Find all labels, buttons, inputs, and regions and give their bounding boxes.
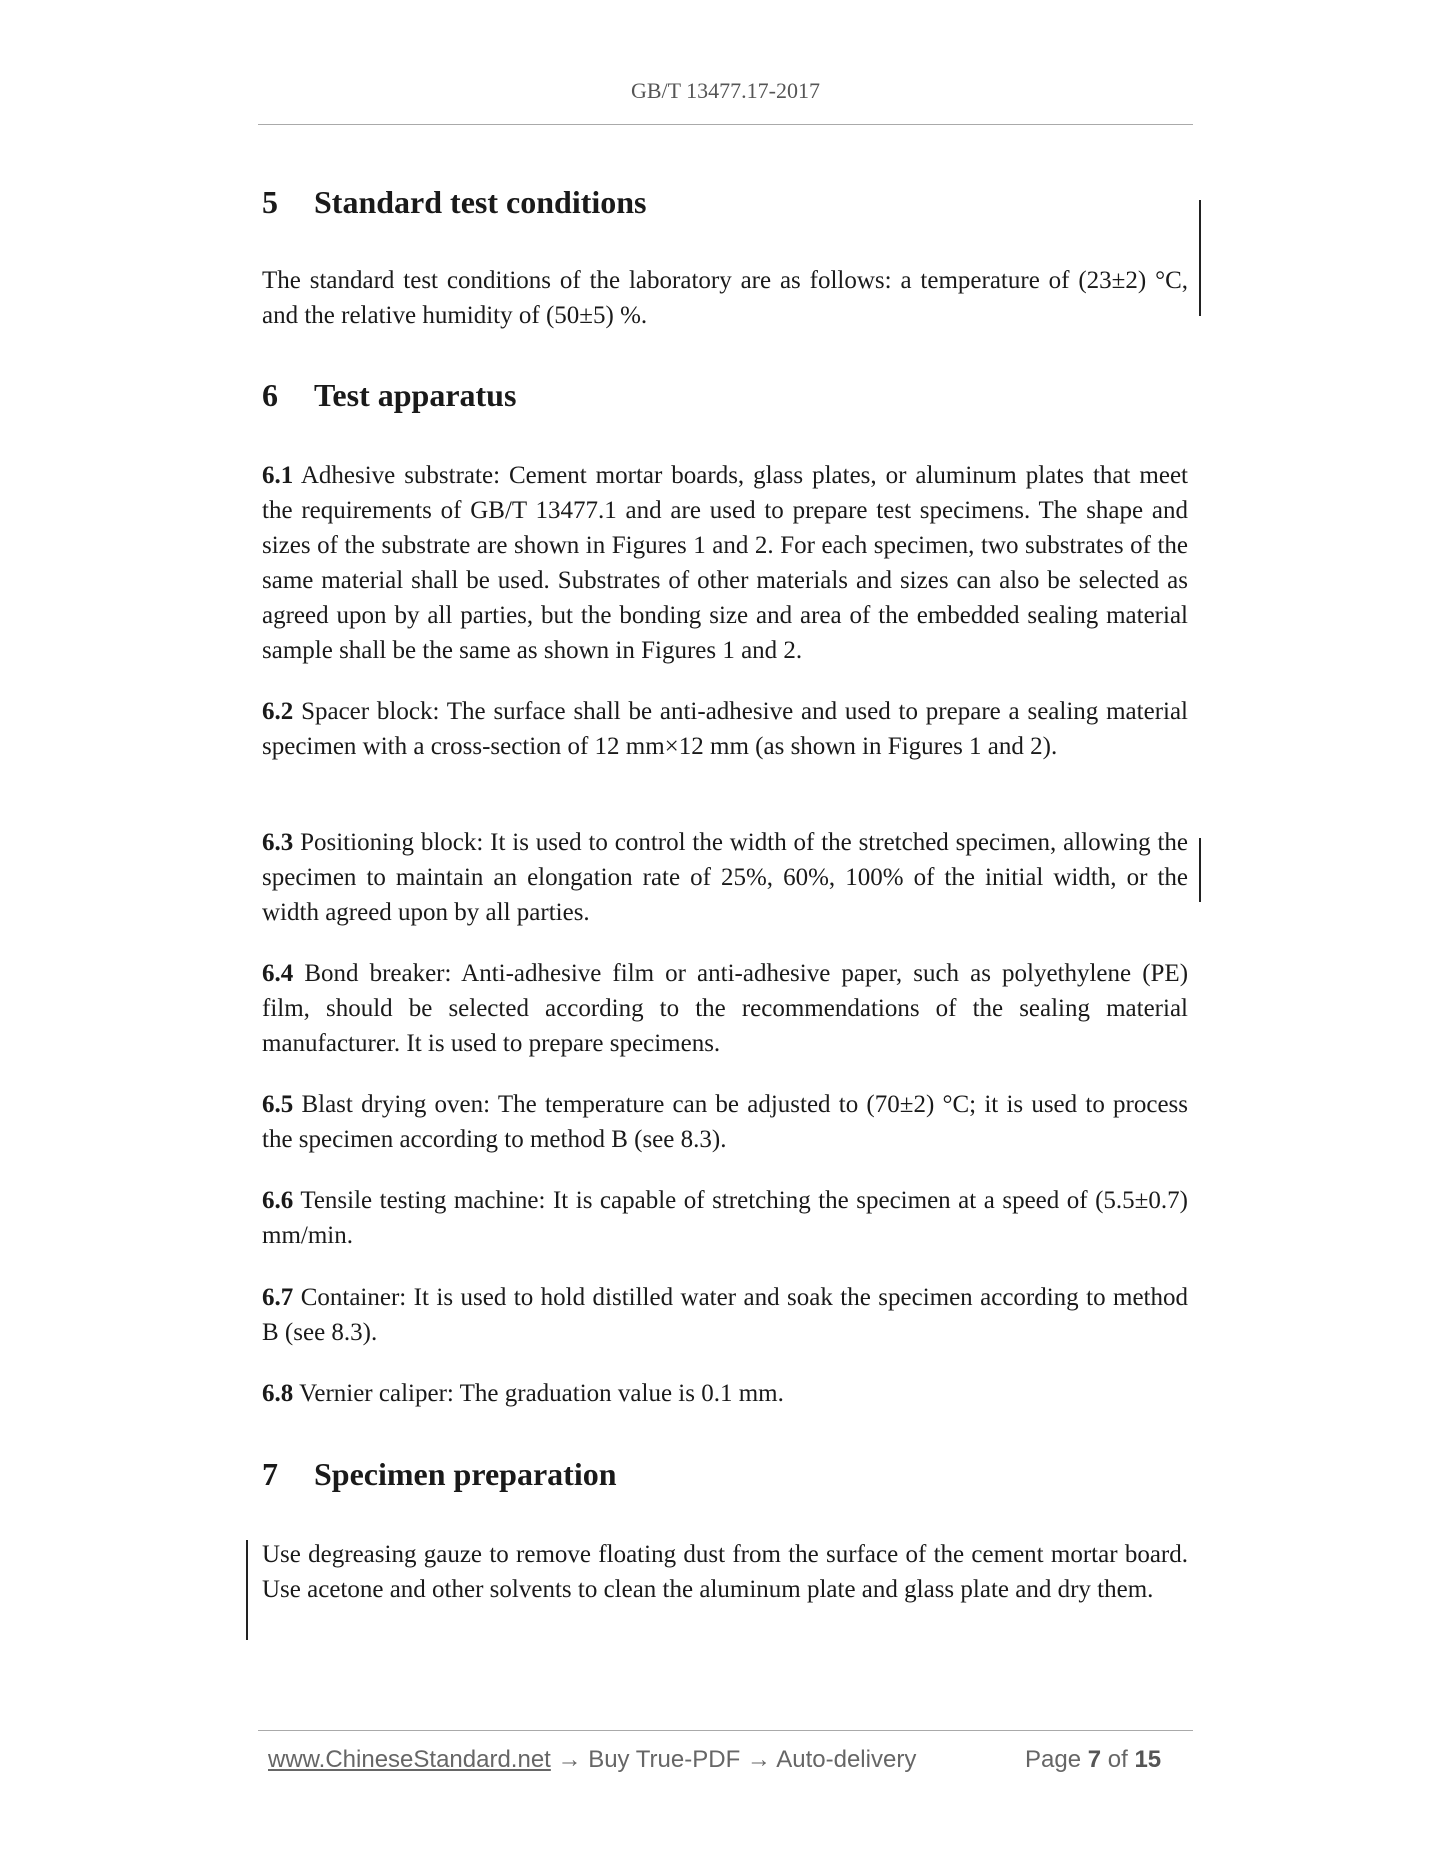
section-5-heading <box>262 182 1188 222</box>
section-number: 5 <box>262 184 278 220</box>
clause-6-4 <box>262 956 1188 1061</box>
clause-text: Container: It is used to hold distilled water and soak the specimen according to method B (see 8.3). <box>262 1284 1189 1346</box>
clause-number: 6.5 <box>262 1091 294 1118</box>
arrow-icon: → <box>746 1746 771 1773</box>
page-indicator <box>1025 1746 1161 1774</box>
clause-number: 6.4 <box>262 960 294 987</box>
section-title: Test apparatus <box>314 377 517 413</box>
section-number: 6 <box>262 377 278 413</box>
page-total: 15 <box>1134 1746 1162 1773</box>
footer-rule <box>258 1730 1193 1731</box>
section-title: Standard test conditions <box>314 184 647 220</box>
clause-number: 6.7 <box>262 1284 294 1311</box>
clause-number: 6.3 <box>262 829 294 856</box>
header-rule <box>258 124 1193 125</box>
page-current: 7 <box>1087 1746 1102 1773</box>
section-number: 7 <box>262 1456 278 1492</box>
clause-number: 6.8 <box>262 1380 294 1407</box>
clause-text: Spacer block: The surface shall be anti-adhesive and used to prepare a sealing material specimen with a cross-section of 12 mm×12 mm (as shown in Figures 1 and 2). <box>262 698 1189 760</box>
footer-left <box>268 1746 916 1774</box>
clause-number: 6.1 <box>262 462 294 489</box>
clause-6-6 <box>262 1183 1188 1253</box>
change-bar <box>1199 838 1201 902</box>
clause-6-5 <box>262 1087 1188 1157</box>
clause-6-7 <box>262 1280 1188 1350</box>
page-label: Page <box>1025 1746 1082 1773</box>
clause-number: 6.6 <box>262 1187 294 1214</box>
section-title: Specimen preparation <box>314 1456 617 1492</box>
clause-6-1 <box>262 458 1188 668</box>
clause-text: Positioning block: It is used to control the width of the stretched specimen, allowing the specimen to maintain an elongation rate of 25%, 60%, 100% of the initial width, or the width agreed upon by all parties. <box>262 829 1189 926</box>
section-6-heading <box>262 375 1188 415</box>
arrow-icon: → <box>557 1746 582 1773</box>
clause-text: Tensile testing machine: It is capable of stretching the specimen at a speed of (5.5±0.7) mm/min. <box>262 1187 1188 1249</box>
buy-text: Buy True-PDF <box>588 1746 741 1773</box>
clause-6-3 <box>262 825 1188 930</box>
delivery-text: Auto-delivery <box>776 1746 917 1773</box>
clause-text: Bond breaker: Anti-adhesive film or anti-adhesive paper, such as polyethylene (PE) film, should be selected according to the recommendations of the sealing material manufacturer. It is used to prepare specimens. <box>262 960 1189 1057</box>
clause-6-8 <box>262 1376 1188 1411</box>
clause-6-2 <box>262 694 1188 764</box>
section-7-heading <box>262 1454 1188 1494</box>
section-7-paragraph: Use degreasing gauze to remove floating dust from the surface of the cement mortar board. Use acetone and other solvents to clean the aluminum plate and glass plate and dry them. <box>262 1541 1188 1603</box>
website-link[interactable]: www.ChineseStandard.net <box>268 1746 551 1773</box>
change-bar <box>1199 200 1201 316</box>
clause-text: Blast drying oven: The temperature can be adjusted to (70±2) °C; it is used to process the specimen according to method B (see 8.3). <box>262 1091 1189 1153</box>
page-of: of <box>1107 1746 1128 1773</box>
change-bar <box>246 1540 248 1640</box>
clause-text: Vernier caliper: The graduation value is 0.1 mm. <box>299 1380 784 1407</box>
clause-text: Adhesive substrate: Cement mortar boards, glass plates, or aluminum plates that meet the requirements of GB/T 13477.1 and are used to prepare test specimens. The shape and sizes of the substrate are shown in Figures 1 and 2. For each specimen, two substrates of the same material shall be used. Substrates of other materials and sizes can also be selected as agreed upon by all parties, but the bonding size and area of the embedded sealing material sample shall be the same as shown in Figures 1 and 2. <box>262 462 1188 664</box>
running-header: GB/T 13477.17-2017 <box>630 78 821 103</box>
section-5-paragraph: The standard test conditions of the laboratory are as follows: a temperature of (23±2) °C, and the relative humidity of (50±5) %. <box>262 267 1188 329</box>
clause-number: 6.2 <box>262 698 294 725</box>
